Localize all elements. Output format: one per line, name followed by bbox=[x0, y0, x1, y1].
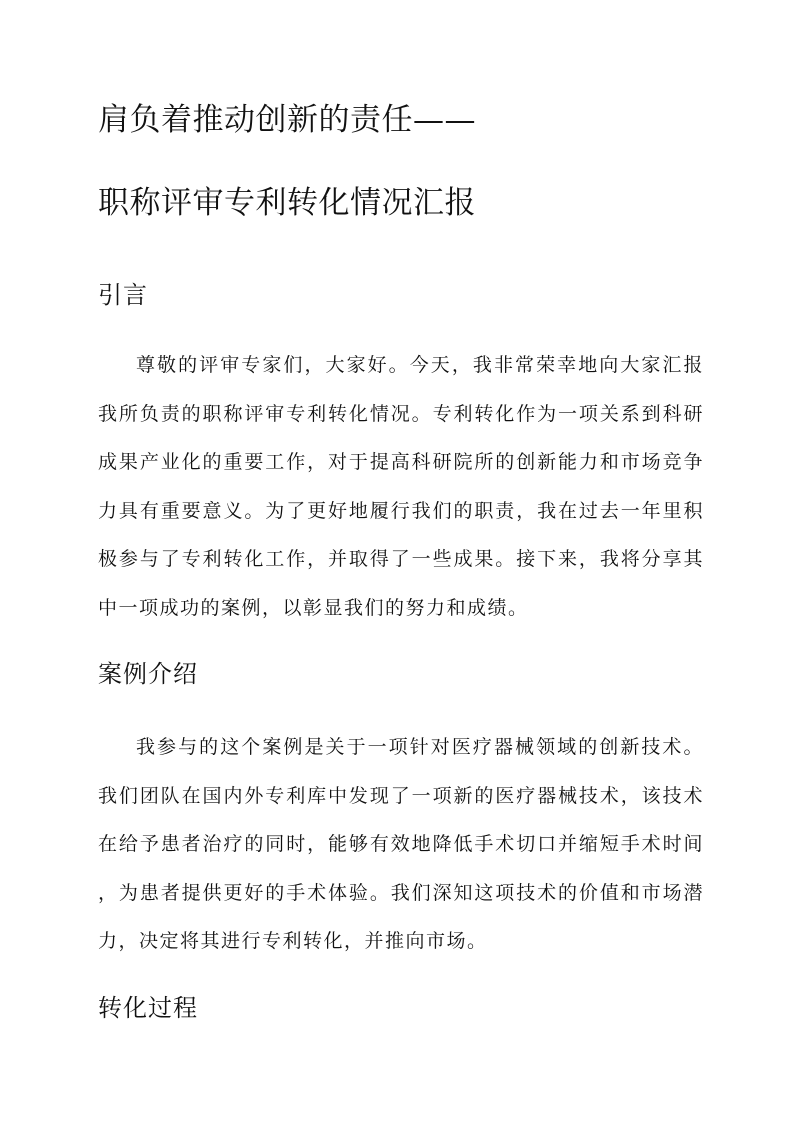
section-paragraph-introduction: 尊敬的评审专家们，大家好。今天，我非常荣幸地向大家汇报我所负责的职称评审专利转化情况。专利转化作为一项关系到科研成果产业化的重要工作，对于提高科研院所的创新能力和市场竞争力具有重要意义。为了更好地履行我们的职责，我在过去一年里积极参与了专利转化工作，并取得了一些成果。接下来，我将分享其中一项成功的案例，以彰显我们的努力和成绩。 bbox=[98, 354, 704, 619]
section-heading-conversion-process: 转化过程 bbox=[98, 994, 198, 1022]
section-heading-case-introduction: 案例介绍 bbox=[98, 660, 198, 688]
document-title-line-2: 职称评审专利转化情况汇报 bbox=[98, 185, 476, 221]
section-paragraph-case-introduction: 我参与的这个案例是关于一项针对医疗器械领域的创新技术。我们团队在国内外专利库中发现了一项新的医疗器械技术，该技术在给予患者治疗的同时，能够有效地降低手术切口并缩短手术时间，为患者提供更好的手术体验。我们深知这项技术的价值和市场潜力，决定将其进行专利转化，并推向市场。 bbox=[98, 736, 704, 952]
section-heading-introduction: 引言 bbox=[98, 281, 148, 309]
document-title-line-1: 肩负着推动创新的责任—— bbox=[98, 102, 476, 138]
